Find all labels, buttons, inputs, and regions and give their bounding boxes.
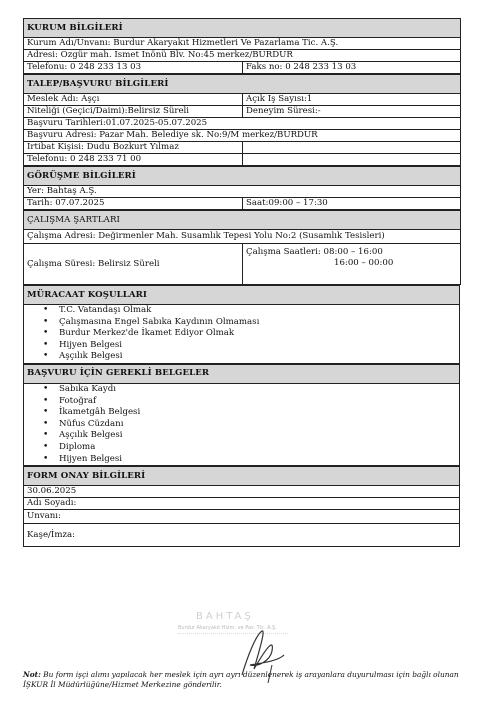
onay-adsoyad: Adı Soyadı:	[24, 498, 460, 510]
kurum-address: Adresi: Özgür mah. İsmet İnönü Blv. No:45 merkez/BURDUR	[24, 50, 461, 62]
note-text: Bu form işçi alımı yapılacak her meslek için ayrı ayrı düzenlenerek iş arayanlara duyurulması için bağlı olunan İŞKUR İl Müdürlüğüne/Hizmet Merkezine gönderilir.	[23, 670, 459, 689]
stamp-line: Burdur Akaryakıt Hizm. ve Paz. Tic. A.Ş.	[178, 625, 277, 631]
list-item: • Hijyen Belgesi	[59, 340, 456, 352]
talep-section	[23, 74, 461, 166]
muracaat-list	[27, 305, 456, 363]
job-posting-form	[23, 18, 460, 547]
list-item: • Aşçılık Belgesi	[59, 351, 456, 363]
gorusme-section	[23, 166, 461, 210]
list-item: • İkametgâh Belgesi	[59, 407, 456, 419]
irtibat-telefon: Telefonu: 0 248 233 71 00	[24, 154, 243, 166]
footnote	[23, 670, 463, 690]
kurum-phone: Telefonu: 0 248 233 13 03	[24, 62, 243, 74]
talep-title: TALEP/BAŞVURU BİLGİLERİ	[24, 75, 461, 94]
muracaat-title: MÜRACAAT KOŞULLARI	[24, 286, 460, 305]
belgeler-list	[27, 384, 456, 465]
list-item: • Sabıka Kaydı	[59, 384, 456, 396]
onay-kase: Kaşe/İmza:	[24, 524, 460, 547]
calisma-saatleri-2: 16:00 – 00:00	[334, 258, 394, 268]
kurum-fax: Faks no: 0 248 233 13 03	[243, 62, 461, 74]
calisma-suresi: Çalışma Süresi: Belirsiz Süreli	[24, 244, 243, 285]
onay-unvan: Unvanı:	[24, 510, 460, 524]
meslek-adi: Meslek Adı: Aşçı	[24, 94, 243, 106]
calisma-saatleri-label: Çalışma Saatleri: 08:00 – 16:00	[246, 247, 383, 257]
basvuru-adresi: Başvuru Adresi: Pazar Mah. Belediye sk. No:9/M merkez/BURDUR	[24, 130, 461, 142]
note-label: Not:	[23, 670, 41, 679]
acik-is-sayisi: Açık İş Sayısı:1	[243, 94, 461, 106]
calisma-saatleri	[243, 244, 461, 285]
list-item: • Diploma	[59, 442, 456, 454]
onay-tarih: 30.06.2025	[24, 486, 460, 498]
belgeler-title: BAŞVURU İÇİN GEREKLİ BELGELER	[24, 364, 460, 383]
list-item: • Burdur Merkez'de İkamet Ediyor Olmak	[59, 328, 456, 340]
list-item: • T.C. Vatandaşı Olmak	[59, 305, 456, 317]
gorusme-title: GÖRÜŞME BİLGİLERİ	[24, 167, 461, 186]
belgeler-section	[23, 364, 460, 466]
kurum-name: Kurum Adı/Unvanı: Burdur Akaryakıt Hizmetleri Ve Pazarlama Tic. A.Ş.	[24, 38, 461, 50]
irtibat-kisisi: İrtibat Kişisi: Dudu Bozkurt Yılmaz	[24, 142, 243, 154]
list-item: • Çalışmasına Engel Sabıka Kaydının Olmaması	[59, 317, 456, 329]
gorusme-tarih: Tarih: 07.07.2025	[24, 198, 243, 210]
nitelik: Niteliği (Geçici/Daimi):Belirsiz Süreli	[24, 106, 243, 118]
onay-title: FORM ONAY BİLGİLERİ	[24, 467, 460, 486]
stamp-brand: BAHTAŞ	[196, 611, 254, 622]
calisma-title: ÇALIŞMA ŞARTLARI	[24, 211, 461, 230]
basvuru-tarihleri: Başvuru Tarihleri:01.07.2025-05.07.2025	[24, 118, 461, 130]
gorusme-yer: Yer: Bahtaş A.Ş.	[24, 186, 461, 198]
kurum-section	[23, 18, 461, 74]
list-item: • Nüfus Cüzdanı	[59, 419, 456, 431]
list-item: • Aşçılık Belgesi	[59, 430, 456, 442]
onay-section	[23, 466, 460, 547]
kurum-title: KURUM BİLGİLERİ	[24, 19, 461, 38]
list-item: • Fotoğraf	[59, 396, 456, 408]
list-item: • Hijyen Belgesi	[59, 454, 456, 466]
calisma-adresi: Çalışma Adresi: Değirmenler Mah. Susamlık Tepesi Yolu No:2 (Susamlık Tesisleri)	[24, 230, 461, 244]
muracaat-section	[23, 285, 460, 364]
deneyim-suresi: Deneyim Süresi:-	[243, 106, 461, 118]
gorusme-saat: Saat:09:00 – 17:30	[243, 198, 461, 210]
calisma-section	[23, 210, 461, 285]
